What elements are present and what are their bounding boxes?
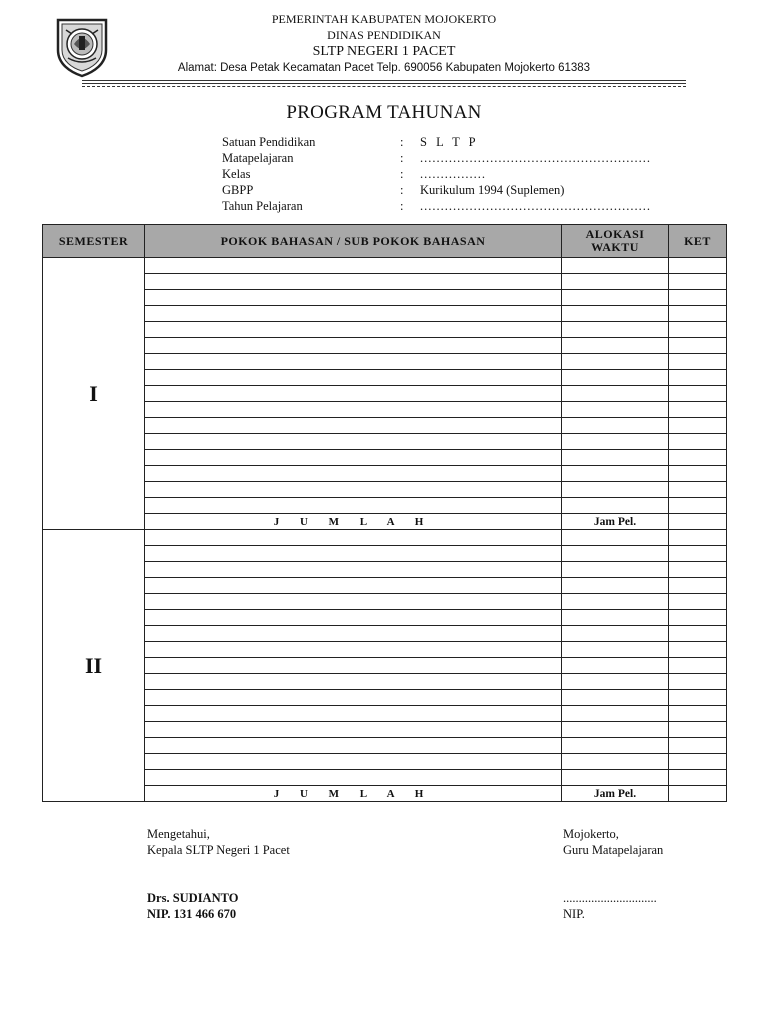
- header-ket: KET: [669, 225, 727, 258]
- alokasi-cell[interactable]: [562, 418, 669, 434]
- alokasi-cell[interactable]: [562, 450, 669, 466]
- pokok-cell[interactable]: [145, 594, 562, 610]
- sig-left-name: Drs. SUDIANTO: [147, 891, 239, 905]
- pokok-cell[interactable]: [145, 466, 562, 482]
- info-colon: :: [400, 199, 404, 213]
- ket-cell[interactable]: [669, 562, 727, 578]
- header-divider: [82, 83, 686, 84]
- alokasi-cell[interactable]: [562, 626, 669, 642]
- ket-cell[interactable]: [669, 690, 727, 706]
- pokok-cell[interactable]: [145, 642, 562, 658]
- pokok-cell[interactable]: [145, 418, 562, 434]
- jumlah-row: [43, 786, 727, 802]
- pokok-cell[interactable]: [145, 290, 562, 306]
- table-row: [43, 530, 727, 546]
- alokasi-cell[interactable]: [562, 594, 669, 610]
- semester-label: II: [43, 530, 145, 802]
- ket-cell[interactable]: [669, 370, 727, 386]
- header-semester: SEMESTER: [43, 225, 145, 258]
- table-row: [43, 322, 727, 338]
- pokok-cell[interactable]: [145, 610, 562, 626]
- ket-cell[interactable]: [669, 530, 727, 546]
- table-row: [43, 738, 727, 754]
- pokok-cell[interactable]: [145, 274, 562, 290]
- ket-cell[interactable]: [669, 626, 727, 642]
- table-row: [43, 546, 727, 562]
- alokasi-cell[interactable]: [562, 706, 669, 722]
- ket-cell[interactable]: [669, 466, 727, 482]
- header-school: SLTP NEGERI 1 PACET: [312, 44, 456, 59]
- ket-cell[interactable]: [669, 674, 727, 690]
- pokok-cell[interactable]: [145, 706, 562, 722]
- ket-cell[interactable]: [669, 306, 727, 322]
- pokok-cell[interactable]: [145, 482, 562, 498]
- sig-right-line2: Guru Matapelajaran: [563, 843, 664, 857]
- ket-cell[interactable]: [669, 418, 727, 434]
- document-title: PROGRAM TAHUNAN: [286, 102, 482, 123]
- info-label: Tahun Pelajaran: [222, 199, 303, 213]
- info-colon: :: [400, 151, 404, 165]
- signature-right: [563, 826, 663, 922]
- pokok-cell[interactable]: [145, 658, 562, 674]
- ket-cell[interactable]: [669, 658, 727, 674]
- jam-pel-label: Jam Pel.: [562, 514, 669, 530]
- sig-left-nip: NIP. 131 466 670: [147, 907, 237, 921]
- pokok-cell[interactable]: [145, 322, 562, 338]
- jam-pel-label: Jam Pel.: [562, 786, 669, 802]
- table-row: [43, 418, 727, 434]
- pokok-cell[interactable]: [145, 258, 562, 274]
- info-colon: :: [400, 167, 404, 181]
- table-row: [43, 626, 727, 642]
- table-row: [43, 706, 727, 722]
- ket-cell[interactable]: [669, 338, 727, 354]
- table-row: [43, 386, 727, 402]
- info-value: ........................................................: [420, 151, 651, 165]
- alokasi-cell[interactable]: [562, 770, 669, 786]
- table-row: [43, 450, 727, 466]
- table-row: [43, 354, 727, 370]
- alokasi-cell[interactable]: [562, 306, 669, 322]
- ket-cell[interactable]: [669, 786, 727, 802]
- alokasi-cell[interactable]: [562, 402, 669, 418]
- table-row: [43, 610, 727, 626]
- table-row: [43, 770, 727, 786]
- table-row: [43, 562, 727, 578]
- table-row: [43, 594, 727, 610]
- ket-cell[interactable]: [669, 258, 727, 274]
- pokok-cell[interactable]: [145, 738, 562, 754]
- info-label: Matapelajaran: [222, 151, 294, 165]
- info-row: [222, 150, 652, 166]
- pokok-cell[interactable]: [145, 386, 562, 402]
- header-address: Alamat: Desa Petak Kecamatan Pacet Telp. 690056 Kabupaten Mojokerto 61383: [177, 62, 591, 74]
- alokasi-cell[interactable]: [562, 546, 669, 562]
- table-row: [43, 674, 727, 690]
- semester-1-section: [43, 258, 727, 530]
- sig-right-nip: NIP.: [563, 907, 585, 921]
- pokok-cell[interactable]: [145, 338, 562, 354]
- table-row: [43, 274, 727, 290]
- alokasi-cell[interactable]: [562, 482, 669, 498]
- signature-left: [147, 826, 290, 922]
- pokok-cell[interactable]: [145, 546, 562, 562]
- ket-cell[interactable]: [669, 706, 727, 722]
- pokok-cell[interactable]: [145, 578, 562, 594]
- ket-cell[interactable]: [669, 450, 727, 466]
- pokok-cell[interactable]: [145, 690, 562, 706]
- table-row: [43, 290, 727, 306]
- alokasi-cell[interactable]: [562, 578, 669, 594]
- jumlah-row: [43, 514, 727, 530]
- header-government: PEMERINTAH KABUPATEN MOJOKERTO: [271, 12, 497, 26]
- pokok-cell[interactable]: [145, 674, 562, 690]
- alokasi-cell[interactable]: [562, 354, 669, 370]
- table-row: [43, 482, 727, 498]
- info-label: Kelas: [222, 167, 251, 181]
- table-row: [43, 578, 727, 594]
- jumlah-label: J U M L A H: [145, 786, 562, 802]
- semester-label: I: [43, 258, 145, 530]
- table-row: [43, 658, 727, 674]
- table-header-row: [43, 225, 727, 258]
- info-label: GBPP: [222, 183, 254, 197]
- ket-cell[interactable]: [669, 498, 727, 514]
- alokasi-cell[interactable]: [562, 434, 669, 450]
- pokok-cell[interactable]: [145, 306, 562, 322]
- ket-cell[interactable]: [669, 594, 727, 610]
- table-row: [43, 466, 727, 482]
- pokok-cell[interactable]: [145, 626, 562, 642]
- ket-cell[interactable]: [669, 738, 727, 754]
- ket-cell[interactable]: [669, 546, 727, 562]
- pokok-cell[interactable]: [145, 530, 562, 546]
- jumlah-label: J U M L A H: [145, 514, 562, 530]
- info-colon: :: [400, 183, 404, 197]
- table-row: [43, 642, 727, 658]
- info-row: [222, 134, 652, 150]
- header-department: DINAS PENDIDIKAN: [327, 28, 441, 42]
- table-row: [43, 258, 727, 274]
- table-row: [43, 306, 727, 322]
- alokasi-cell[interactable]: [562, 530, 669, 546]
- table-row: [43, 754, 727, 770]
- header-pokok-bahasan: POKOK BAHASAN / SUB POKOK BAHASAN: [145, 225, 562, 258]
- info-value: Kurikulum 1994 (Suplemen): [420, 183, 565, 197]
- ket-cell[interactable]: [669, 354, 727, 370]
- info-row: [222, 166, 652, 182]
- alokasi-cell[interactable]: [562, 498, 669, 514]
- table-row: [43, 402, 727, 418]
- header-divider: [82, 80, 686, 81]
- pokok-cell[interactable]: [145, 434, 562, 450]
- ket-cell[interactable]: [669, 610, 727, 626]
- alokasi-cell[interactable]: [562, 722, 669, 738]
- alokasi-cell[interactable]: [562, 258, 669, 274]
- table-row: [43, 370, 727, 386]
- alokasi-cell[interactable]: [562, 322, 669, 338]
- alokasi-cell[interactable]: [562, 562, 669, 578]
- sig-left-line2: Kepala SLTP Negeri 1 Pacet: [147, 843, 290, 857]
- info-row: [222, 198, 652, 214]
- semester-2-section: [43, 530, 727, 802]
- info-block: [222, 134, 652, 214]
- header-alokasi-waktu: ALOKASI WAKTU: [562, 225, 669, 258]
- pokok-cell[interactable]: [145, 498, 562, 514]
- ket-cell[interactable]: [669, 642, 727, 658]
- ket-cell[interactable]: [669, 514, 727, 530]
- ket-cell[interactable]: [669, 402, 727, 418]
- info-colon: :: [400, 135, 404, 149]
- ket-cell[interactable]: [669, 754, 727, 770]
- pokok-cell[interactable]: [145, 450, 562, 466]
- alokasi-cell[interactable]: [562, 610, 669, 626]
- table-row: [43, 722, 727, 738]
- alokasi-cell[interactable]: [562, 466, 669, 482]
- info-value: ................: [420, 167, 486, 181]
- table-row: [43, 338, 727, 354]
- pokok-cell[interactable]: [145, 770, 562, 786]
- table-row: [43, 690, 727, 706]
- ket-cell[interactable]: [669, 434, 727, 450]
- header-divider: [82, 86, 686, 87]
- ket-cell[interactable]: [669, 722, 727, 738]
- alokasi-cell[interactable]: [562, 690, 669, 706]
- sig-right-name: ..............................: [563, 891, 657, 905]
- alokasi-cell[interactable]: [562, 738, 669, 754]
- alokasi-cell[interactable]: [562, 290, 669, 306]
- info-label: Satuan Pendidikan: [222, 135, 316, 149]
- info-value: ........................................................: [420, 199, 651, 213]
- alokasi-cell[interactable]: [562, 370, 669, 386]
- alokasi-cell[interactable]: [562, 274, 669, 290]
- pokok-cell[interactable]: [145, 754, 562, 770]
- pokok-cell[interactable]: [145, 722, 562, 738]
- pokok-cell[interactable]: [145, 402, 562, 418]
- ket-cell[interactable]: [669, 322, 727, 338]
- sig-left-line1: Mengetahui,: [147, 827, 210, 841]
- info-row: [222, 182, 652, 198]
- ket-cell[interactable]: [669, 482, 727, 498]
- ket-cell[interactable]: [669, 770, 727, 786]
- alokasi-cell[interactable]: [562, 674, 669, 690]
- ket-cell[interactable]: [669, 290, 727, 306]
- table-row: [43, 434, 727, 450]
- pokok-cell[interactable]: [145, 354, 562, 370]
- ket-cell[interactable]: [669, 578, 727, 594]
- info-value: S L T P: [420, 135, 479, 149]
- sig-right-line1: Mojokerto,: [563, 827, 619, 841]
- pokok-cell[interactable]: [145, 370, 562, 386]
- pokok-cell[interactable]: [145, 562, 562, 578]
- alokasi-cell[interactable]: [562, 386, 669, 402]
- ket-cell[interactable]: [669, 274, 727, 290]
- program-table: [42, 224, 727, 802]
- table-row: [43, 498, 727, 514]
- alokasi-cell[interactable]: [562, 642, 669, 658]
- alokasi-cell[interactable]: [562, 658, 669, 674]
- alokasi-cell[interactable]: [562, 754, 669, 770]
- alokasi-cell[interactable]: [562, 338, 669, 354]
- ket-cell[interactable]: [669, 386, 727, 402]
